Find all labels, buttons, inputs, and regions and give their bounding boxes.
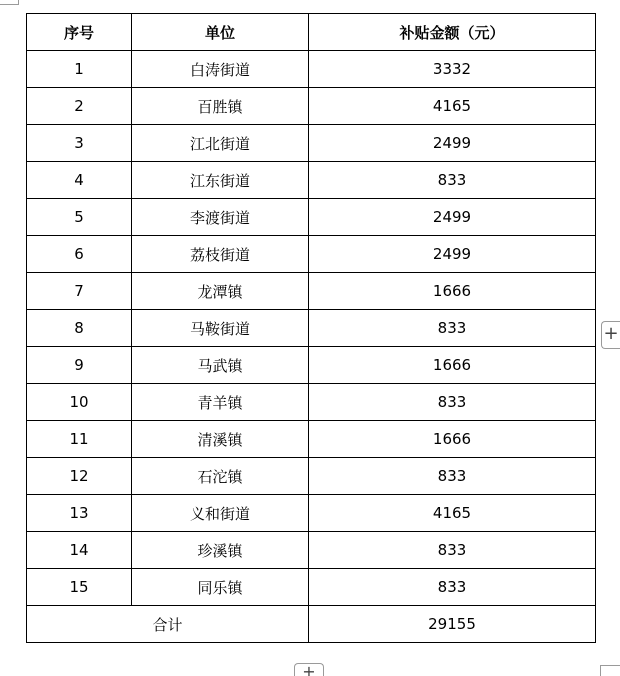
total-amount[interactable]: 29155 (309, 606, 596, 643)
cell-amount[interactable]: 833 (309, 384, 596, 421)
table-row (27, 88, 596, 125)
subsidy-table (26, 13, 596, 643)
cell-index[interactable]: 3 (27, 125, 132, 162)
cell-index[interactable]: 6 (27, 236, 132, 273)
cell-amount[interactable]: 2499 (309, 236, 596, 273)
cell-unit[interactable]: 江北街道 (132, 125, 309, 162)
cell-index[interactable]: 8 (27, 310, 132, 347)
table-row (27, 125, 596, 162)
header-unit: 单位 (132, 14, 309, 51)
cell-amount[interactable]: 833 (309, 310, 596, 347)
cell-unit[interactable]: 龙潭镇 (132, 273, 309, 310)
header-index: 序号 (27, 14, 132, 51)
cell-unit[interactable]: 江东街道 (132, 162, 309, 199)
cell-amount[interactable]: 1666 (309, 421, 596, 458)
cell-index[interactable]: 11 (27, 421, 132, 458)
table-row (27, 347, 596, 384)
header-amount: 补贴金额（元） (309, 14, 596, 51)
add-column-button[interactable]: + (294, 663, 324, 676)
table-row (27, 421, 596, 458)
table-row (27, 384, 596, 421)
cell-unit[interactable]: 义和街道 (132, 495, 309, 532)
table-row (27, 273, 596, 310)
cell-amount[interactable]: 2499 (309, 199, 596, 236)
page-corner-mark-bottom (600, 665, 620, 676)
table-header-row (27, 14, 596, 51)
cell-index[interactable]: 2 (27, 88, 132, 125)
table-row (27, 199, 596, 236)
add-row-button[interactable]: + (601, 321, 620, 349)
cell-amount[interactable]: 833 (309, 458, 596, 495)
cell-unit[interactable]: 清溪镇 (132, 421, 309, 458)
total-label[interactable]: 合计 (27, 606, 309, 643)
table-row (27, 162, 596, 199)
cell-index[interactable]: 9 (27, 347, 132, 384)
cell-amount[interactable]: 833 (309, 162, 596, 199)
cell-unit[interactable]: 青羊镇 (132, 384, 309, 421)
table-row (27, 495, 596, 532)
table-row (27, 569, 596, 606)
cell-unit[interactable]: 同乐镇 (132, 569, 309, 606)
cell-index[interactable]: 5 (27, 199, 132, 236)
cell-index[interactable]: 12 (27, 458, 132, 495)
cell-unit[interactable]: 马鞍街道 (132, 310, 309, 347)
table-row (27, 310, 596, 347)
cell-unit[interactable]: 李渡街道 (132, 199, 309, 236)
cell-amount[interactable]: 1666 (309, 347, 596, 384)
table-row (27, 236, 596, 273)
cell-unit[interactable]: 石沱镇 (132, 458, 309, 495)
total-row (27, 606, 596, 643)
cell-index[interactable]: 13 (27, 495, 132, 532)
cell-index[interactable]: 4 (27, 162, 132, 199)
cell-amount[interactable]: 2499 (309, 125, 596, 162)
cell-index[interactable]: 1 (27, 51, 132, 88)
cell-index[interactable]: 10 (27, 384, 132, 421)
table-row (27, 458, 596, 495)
table-body (27, 51, 596, 643)
cell-amount[interactable]: 4165 (309, 495, 596, 532)
page-corner-mark (0, 0, 19, 5)
cell-unit[interactable]: 珍溪镇 (132, 532, 309, 569)
cell-amount[interactable]: 1666 (309, 273, 596, 310)
cell-amount[interactable]: 3332 (309, 51, 596, 88)
cell-amount[interactable]: 4165 (309, 88, 596, 125)
cell-index[interactable]: 14 (27, 532, 132, 569)
cell-index[interactable]: 15 (27, 569, 132, 606)
cell-unit[interactable]: 荔枝街道 (132, 236, 309, 273)
table-row (27, 532, 596, 569)
cell-unit[interactable]: 百胜镇 (132, 88, 309, 125)
cell-index[interactable]: 7 (27, 273, 132, 310)
cell-unit[interactable]: 白涛街道 (132, 51, 309, 88)
table-row (27, 51, 596, 88)
cell-amount[interactable]: 833 (309, 569, 596, 606)
cell-unit[interactable]: 马武镇 (132, 347, 309, 384)
cell-amount[interactable]: 833 (309, 532, 596, 569)
